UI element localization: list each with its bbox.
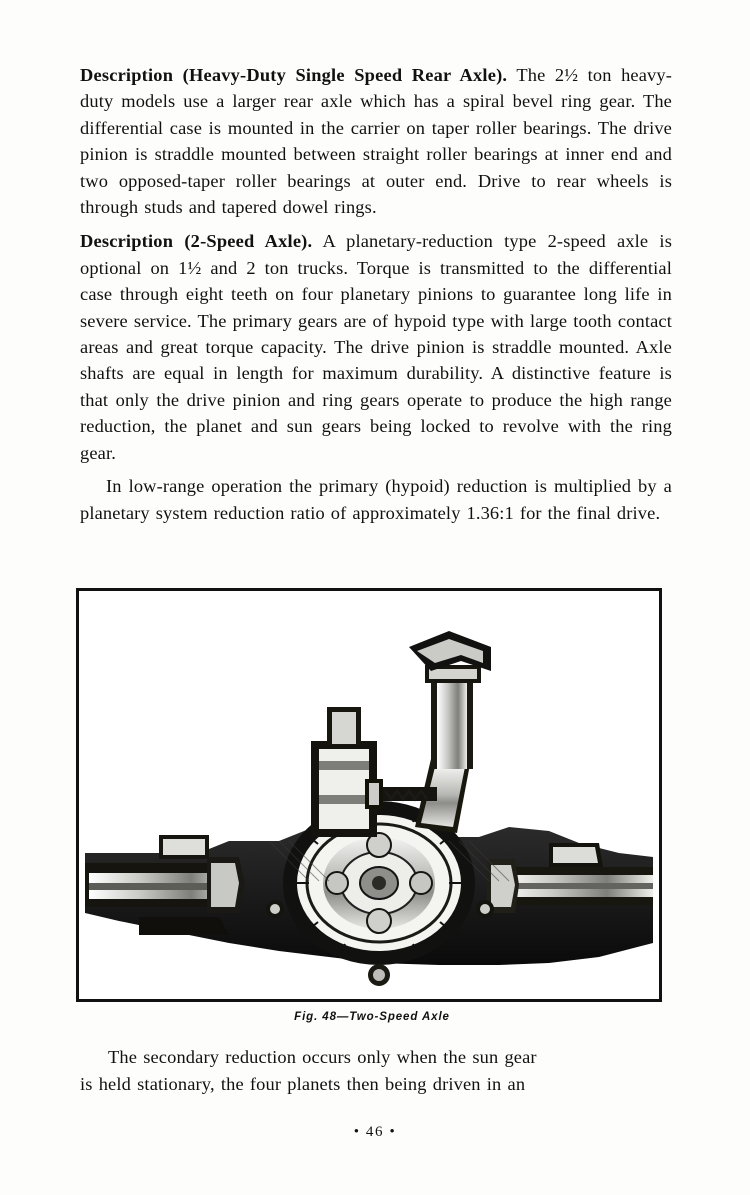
paragraph-lead-label: Description (2-Speed Axle).	[80, 231, 313, 252]
figure-border-frame	[76, 588, 662, 1002]
paragraph-low-range-operation	[80, 473, 672, 526]
paragraph-text: A planetary-reduction type 2-speed axle is optional on 1½ and 2 ton trucks. Torque is transmitted to the differential case through eight teeth on four planetary pinions to guarantee long life in severe service. The primary gears are of hypoid type with large tooth contact areas and great torque capacity. The drive pinion is straddle mounted. Axle shafts are equal in length for maximum durability. A distinctive feature is that only the drive pinion and ring gears operate to produce the high range reduction, the planet and sun gears being locked to revolve with the ring gear.	[80, 231, 672, 463]
planet-pinion-bottom	[367, 909, 391, 933]
two-speed-axle-cutaway-illustration	[79, 591, 659, 999]
closing-text-block	[80, 1044, 672, 1097]
closing-line-1: The secondary reduction occurs only when the sun gear	[108, 1047, 537, 1067]
paragraph-two-speed-axle	[80, 228, 672, 466]
paragraph-lead-label: Description (Heavy-Duty Single Speed Rear Axle).	[80, 65, 508, 85]
figure-caption: Fig. 48—Two-Speed Axle	[294, 1011, 450, 1023]
page-number: • 46 •	[353, 1124, 397, 1140]
paragraph-text: The 2½ ton heavy-duty models use a larger rear axle which has a spiral bevel ring gear. The differential case is mounted in the carrier on taper roller bearings. The drive pinion is straddle mounted between straight roller bearings at inner end and two opposed-taper roller bearings at outer end. Drive to rear wheels is through studs and tapered dowel rings.	[80, 65, 672, 218]
body-text-column	[80, 62, 672, 526]
paragraph-text: In low-range operation the primary (hypoid) reduction is multiplied by a planetary system reduction ratio of approximately 1.36:1 for the final drive.	[80, 476, 672, 523]
closing-line-2: is held stationary, the four planets then being driven in an	[80, 1073, 526, 1094]
figure-block	[76, 588, 668, 1023]
paragraph-heavy-duty-single-speed	[80, 62, 672, 220]
planet-pinion-right	[410, 872, 432, 894]
planet-pinion-left	[326, 872, 348, 894]
